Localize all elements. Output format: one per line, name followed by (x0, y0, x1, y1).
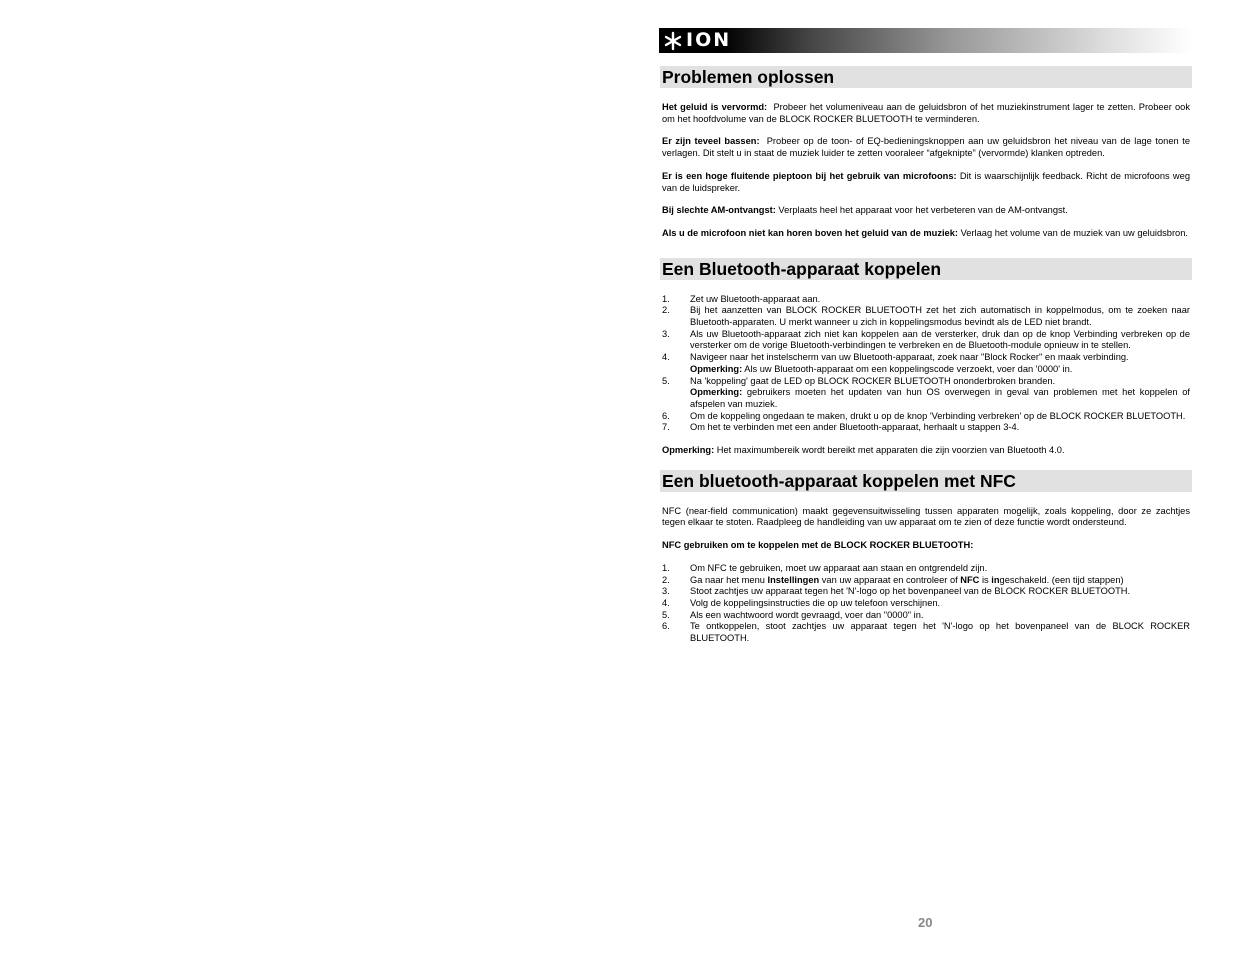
troubleshoot-text: Verlaag het volume van de muziek van uw geluidsbron. (960, 227, 1188, 238)
step-text: Om de koppeling ongedaan te maken, drukt u op de knop 'Verbinding verbreken' op de BLOCK ROCKER BLUETOOTH. (690, 410, 1186, 421)
list-item (662, 575, 1190, 587)
step-text: Na 'koppeling' gaat de LED op BLOCK ROCKER BLUETOOTH ononderbroken branden. (690, 375, 1056, 386)
list-item (662, 294, 1190, 306)
step-number: 3. (662, 328, 670, 339)
troubleshoot-label: Bij slechte AM-ontvangst: (662, 205, 776, 216)
step-number: 2. (662, 574, 670, 585)
step-text: Volg de koppelingsinstructies die op uw telefoon verschijnen. (690, 597, 941, 608)
section-heading-nfc: Een bluetooth-apparaat koppelen met NFC (660, 470, 1192, 492)
step-text-part: van uw apparaat en controleer of (819, 574, 961, 585)
troubleshoot-text: Verplaats heel het apparaat voor het verbeteren van de AM-ontvangst. (778, 205, 1068, 216)
troubleshoot-item (660, 136, 1192, 159)
asterisk-icon (663, 31, 683, 51)
step-text: Stoot zachtjes uw apparaat tegen het 'N'-logo op het bovenpaneel van de BLOCK ROCKER BLUETOOTH. (690, 586, 1131, 597)
step-text: Als een wachtwoord wordt gevraagd, voer dan "0000" in. (690, 609, 924, 620)
troubleshoot-item (660, 102, 1192, 125)
troubleshoot-item (660, 205, 1192, 217)
list-item (662, 586, 1190, 598)
bluetooth-note (660, 445, 1192, 457)
ion-logo (663, 30, 731, 51)
manual-page (660, 66, 1192, 645)
troubleshoot-label: Het geluid is vervormd: (662, 102, 768, 112)
step-text-part: geschakeld. (een tijd stappen) (999, 574, 1124, 585)
troubleshoot-text: Dit is waarschijnlijk feedback. Richt de microfoons weg van de luidspreker. (662, 170, 1190, 193)
step-text: Te ontkoppelen, stoot zachtjes uw apparaat tegen het 'N'-logo op het bovenpaneel van de BLOCK ROCKER BLUETOOTH. (690, 621, 1190, 644)
step-number: 2. (662, 305, 670, 316)
step-text: Als uw Bluetooth-apparaat zich niet kan koppelen aan de versterker, druk dan op de knop Verbinding verbreken op de versterker om de vorige Bluetooth-verbindingen te verbreken en de Bluetooth-module opnieuw in te stellen. (690, 328, 1190, 351)
list-item (662, 598, 1190, 610)
troubleshoot-item (660, 228, 1192, 240)
list-item (662, 422, 1190, 434)
step-text-bold: in (991, 574, 1000, 585)
step-content (690, 575, 1190, 587)
note-label: Opmerking: (690, 363, 743, 374)
list-item (662, 411, 1190, 423)
header-banner (659, 28, 1192, 53)
step-text: Navigeer naar het instelscherm van uw Bluetooth-apparaat, zoek naar "Block Rocker" en maak verbinding. (690, 352, 1129, 363)
note-label: Opmerking: (690, 387, 743, 398)
step-number: 4. (662, 352, 670, 363)
step-number: 6. (662, 621, 670, 632)
step-number: 5. (662, 375, 670, 386)
bluetooth-steps-list (660, 294, 1192, 434)
step-number: 3. (662, 586, 670, 597)
list-item (662, 329, 1190, 352)
troubleshoot-text: Probeer op de toon- of EQ-bedieningsknoppen aan uw geluidsbron het niveau van de lage tonen te verlagen. Dit stelt u in staat de muziek luider te zetten vooraleer “afgeknipte” (vervormde) klanken optreden. (662, 136, 1191, 159)
troubleshoot-text: Probeer het volumeniveau aan de geluidsbron of het muziekinstrument lager te zetten. Probeer ook om het hoofdvolume van de BLOCK ROCKER BLUETOOTH te verminderen. (662, 102, 1190, 124)
step-text: Bij het aanzetten van BLOCK ROCKER BLUETOOTH zet het zich automatisch in koppelmodus, om te zoeken naar Bluetooth-apparaten. U merkt wanneer u zich in koppelingsmodus bevindt als de LED niet brandt. (690, 305, 1190, 328)
logo-text: ION (686, 29, 732, 51)
step-text-part: Ga naar het menu (690, 574, 768, 585)
troubleshoot-label: Er is een hoge fluitende pieptoon bij het gebruik van microfoons: (662, 170, 957, 181)
list-item (662, 610, 1190, 622)
list-item (662, 352, 1190, 375)
nfc-steps-list (660, 563, 1192, 645)
section-heading-bluetooth: Een Bluetooth-apparaat koppelen (660, 258, 1192, 280)
step-text-bold: NFC (960, 574, 980, 585)
section-heading-troubleshooting: Problemen oplossen (660, 66, 1192, 88)
page-number: 20 (918, 915, 933, 930)
step-text-bold: Instellingen (767, 574, 820, 585)
step-text: Zet uw Bluetooth-apparaat aan. (690, 293, 821, 304)
step-number: 1. (662, 562, 670, 573)
nfc-intro: NFC (near-field communication) maakt gegevensuitwisseling tussen apparaten mogelijk, zoals koppeling, door ze zachtjes tegen elkaar te stoten. Raadpleeg de handleiding van uw apparaat om te zien of deze functie wordt ondersteund. (662, 505, 1190, 528)
step-number: 1. (662, 293, 670, 304)
step-text: Om NFC te gebruiken, moet uw apparaat aan staan en ontgrendeld zijn. (690, 562, 988, 573)
note-text: Het maximumbereik wordt bereikt met apparaten die zijn voorzien van Bluetooth 4.0. (716, 445, 1065, 456)
note-text: gebruikers moeten het updaten van hun OS overwegen in geval van problemen met het koppelen of afspelen van muziek. (690, 387, 1190, 409)
step-content (690, 376, 1190, 411)
step-number: 6. (662, 410, 670, 421)
step-number: 4. (662, 597, 670, 608)
troubleshoot-label: Er zijn teveel bassen: (662, 136, 760, 147)
step-number: 5. (662, 609, 670, 620)
nfc-subheading: NFC gebruiken om te koppelen met de BLOCK ROCKER BLUETOOTH: (662, 540, 974, 551)
troubleshoot-item (660, 171, 1192, 194)
step-number: 7. (662, 422, 670, 433)
list-item (662, 621, 1190, 644)
step-content (690, 352, 1190, 375)
list-item (662, 563, 1190, 575)
step-text: Om het te verbinden met een ander Bluetooth-apparaat, herhaalt u stappen 3-4. (690, 422, 1020, 433)
note-text: Als uw Bluetooth-apparaat om een koppelingscode verzoekt, voer dan '0000' in. (744, 363, 1073, 374)
list-item (662, 305, 1190, 328)
troubleshoot-label: Als u de microfoon niet kan horen boven het geluid van de muziek: (662, 227, 958, 238)
list-item (662, 376, 1190, 411)
note-label: Opmerking: (662, 445, 715, 456)
step-text-part: is (979, 574, 992, 585)
